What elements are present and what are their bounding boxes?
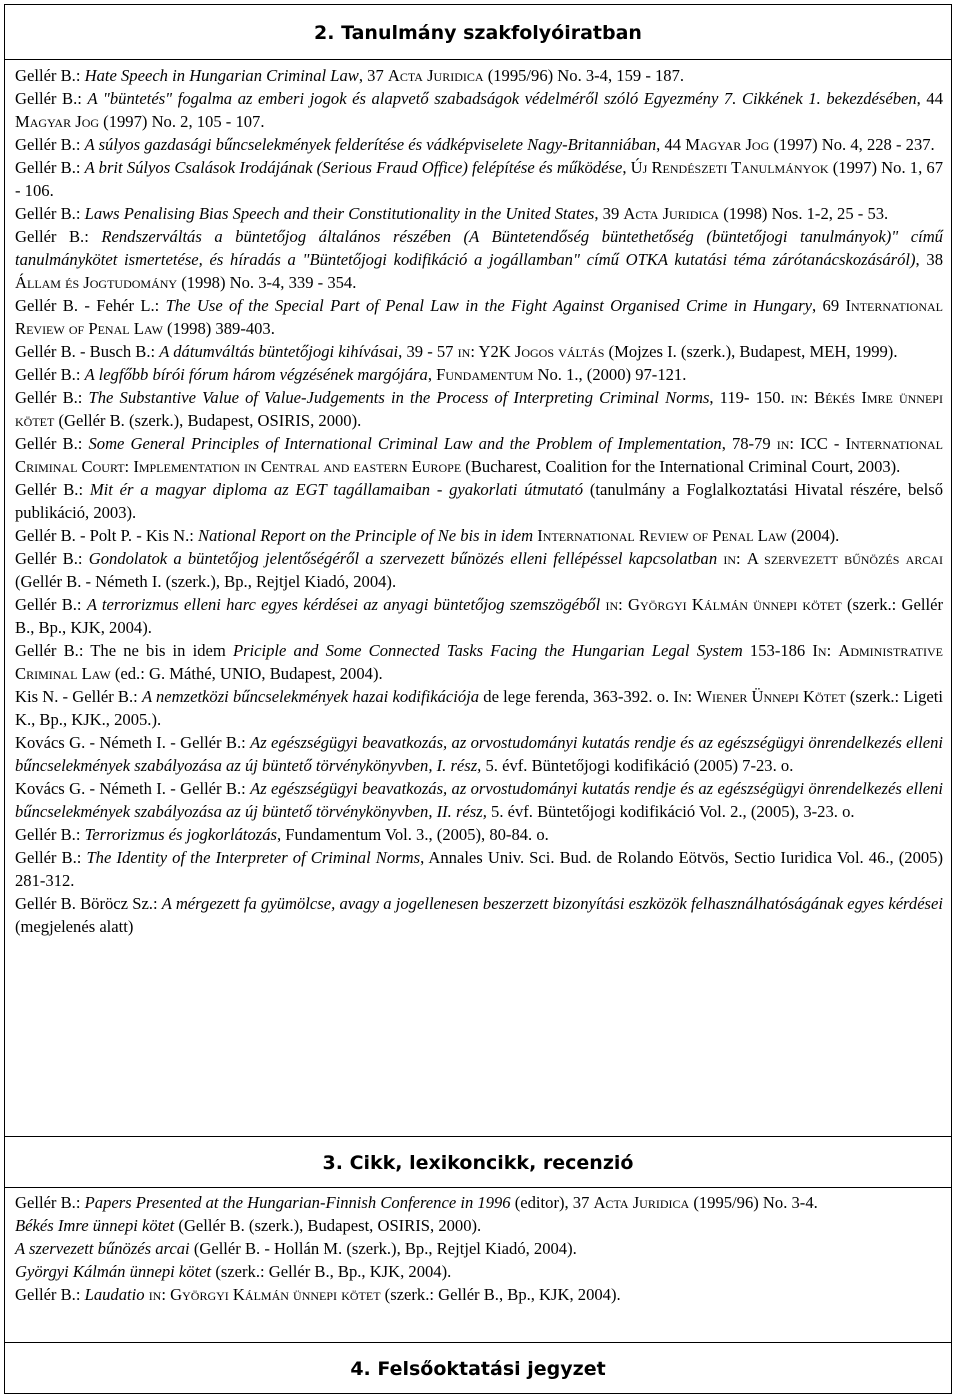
reference-text: Gellér B.: (15, 549, 89, 568)
reference-text: : (736, 549, 747, 568)
reference-title: A súlyos gazdasági bűncselekmények felderítése és vádképviselete Nagy-Britanniában (84, 135, 657, 154)
reference-entry (15, 524, 943, 547)
reference-text: (Gellér B. (szerk.), Budapest, OSIRIS, 2000). (54, 411, 362, 430)
reference-entry (15, 1237, 943, 1260)
reference-title: A mérgezett fa gyümölcse, avagy a jogellenesen beszerzett bizonyítási eszközök felhasználhatóságának egyes kérdései (161, 894, 943, 913)
reference-text: , 69 (812, 296, 846, 315)
reference-source: in (790, 388, 804, 407)
reference-source: Györgyi Kálmán ünnepi kötet (170, 1285, 381, 1304)
reference-text: (megjelenés alatt) (15, 917, 134, 936)
reference-text: Gellér B. - Fehér L.: (15, 296, 166, 315)
reference-text: Gellér B.: (15, 1285, 85, 1304)
reference-text: Gellér B. - Busch B.: (15, 342, 160, 361)
reference-text: Gellér B.: (15, 480, 90, 499)
reference-text: Kis N. - Gellér B.: (15, 687, 142, 706)
reference-title: Az egészségügyi beavatkozás, az orvostudományi kutatás rendje és az egészségügyi önrendelkezés elleni bűncselekmények szabályozása az új büntető törvénykönyvben, I. rész, (15, 733, 943, 775)
reference-text: Gellér B.: (15, 641, 91, 660)
reference-text: (1995/96) No. 3-4, 159 - 187. (483, 66, 685, 85)
reference-title: Laws Penalising Bias Speech and their Constitutionality in the United States (84, 204, 595, 223)
reference-title: A terrorizmus elleni harc egyes kérdései az anyagi büntetőjog szemszögéből (86, 595, 601, 614)
reference-source: in (605, 595, 619, 614)
reference-text: (editor), 37 (510, 1193, 594, 1212)
reference-text: : ICC - (789, 434, 846, 453)
reference-source: Magyar Jog (15, 112, 100, 131)
reference-title: A "büntetés" fogalma az emberi jogok és alapvető szabadságok védelméről szóló Egyezmény 7. Cikkének 1. bekezdésében (87, 89, 917, 108)
reference-text: (1997) No. 2, 105 - 107. (99, 112, 265, 131)
reference-text: Gellér B.: (15, 158, 85, 177)
reference-text: : (826, 641, 839, 660)
section-body-3 (4, 1188, 952, 1342)
reference-text: No. 1., (2000) 97-121. (533, 365, 687, 384)
reference-source: In (812, 641, 827, 660)
section-heading-4 (4, 1342, 952, 1394)
reference-text: (Gellér B. (szerk.), Budapest, OSIRIS, 2000). (174, 1216, 482, 1235)
reference-text: Gellér B. Böröcz Sz.: (15, 894, 162, 913)
reference-text: Gellér B. - Polt P. - Kis N.: (15, 526, 198, 545)
reference-entry (15, 202, 943, 225)
reference-entry (15, 892, 943, 938)
reference-entry (15, 685, 943, 731)
reference-source: Acta Juridica (387, 66, 484, 85)
reference-text: The (90, 641, 124, 660)
reference-text: : (161, 1285, 171, 1304)
reference-text: Gellér B.: (15, 89, 88, 108)
reference-title: A dátumváltás büntetőjogi kihívásai (159, 342, 399, 361)
reference-source: Új Rendészeti Tanulmányok (630, 158, 829, 177)
reference-entry (15, 294, 943, 340)
reference-text: Gellér B.: (15, 227, 102, 246)
reference-text: (1997) No. 1, 67 - 106. (15, 158, 943, 200)
reference-title: A nemzetközi bűncselekmények hazai kodifikációja (141, 687, 480, 706)
reference-text: Gellér B.: (15, 66, 85, 85)
reference-text: Kovács G. - Németh I. - Gellér B.: (15, 733, 251, 752)
reference-title: National Report on the Principle of Ne bis in idem (198, 526, 534, 545)
reference-title: The Use of the Special Part of Penal Law in the Fight Against Organised Crime in Hungary (165, 296, 813, 315)
reference-text: Gellér B.: (15, 848, 87, 867)
reference-text: (szerk.: Gellér B., Bp., KJK, 2004). (15, 595, 944, 637)
reference-text: (Gellér B. - Németh I. (szerk.), Bp., Rejtjel Kiadó, 2004). (15, 572, 397, 591)
reference-text: (1997) No. 4, 228 - 237. (769, 135, 935, 154)
reference-text: Gellér B.: (15, 365, 85, 384)
reference-source: A szervezett bűnözés arcai (746, 549, 943, 568)
reference-entry (15, 386, 943, 432)
reference-text: , 39 - 57 (398, 342, 458, 361)
reference-text: , 37 (358, 66, 388, 85)
reference-text: : (803, 388, 815, 407)
reference-text: , 38 (915, 250, 944, 269)
reference-text: Gellér B.: (15, 595, 87, 614)
reference-entry (15, 1214, 943, 1237)
reference-title: Györgyi Kálmán ünnepi kötet (15, 1262, 212, 1281)
reference-text: , (427, 365, 437, 384)
reference-entry (15, 846, 943, 892)
reference-entry (15, 363, 943, 386)
reference-entry (15, 547, 943, 593)
reference-title: Papers Presented at the Hungarian-Finnish Conference in 1996 (84, 1193, 511, 1212)
reference-text: de lege ferenda, 363-392. o. (479, 687, 674, 706)
reference-title: Békés Imre ünnepi kötet (15, 1216, 175, 1235)
reference-entry (15, 478, 943, 524)
reference-entry (15, 133, 943, 156)
reference-text: ne bis in idem (123, 641, 226, 660)
reference-text (226, 641, 233, 660)
reference-entry (15, 87, 943, 133)
reference-title: Terrorizmus és jogkorlátozás (84, 825, 277, 844)
reference-entry (15, 1283, 943, 1306)
reference-entry (15, 823, 943, 846)
reference-source: in (457, 342, 471, 361)
reference-source: International Review of Penal Law (537, 526, 787, 545)
reference-source: In (673, 687, 688, 706)
reference-entry (15, 340, 943, 363)
reference-text: (szerk.: Ligeti K., Bp., KJK., 2005.). (15, 687, 943, 729)
reference-text: Gellér B.: (15, 434, 89, 453)
reference-text: Gellér B.: (15, 825, 85, 844)
reference-text: 5. évf. Büntetőjogi kodifikáció (2005) 7-23. o. (481, 756, 794, 775)
reference-entry (15, 731, 943, 777)
reference-source: International Review of Penal Law (15, 296, 944, 338)
section-heading-text: 2. Tanulmány szakfolyóiratban (314, 22, 642, 44)
reference-text: , 39 (594, 204, 624, 223)
reference-text: (2004). (786, 526, 840, 545)
reference-title: A legfőbb bírói fórum három végzésének margójára (84, 365, 428, 384)
reference-source: Fundamentum (436, 365, 534, 384)
reference-source: in (723, 549, 737, 568)
reference-text: 5. évf. Büntetőjogi kodifikáció Vol. 2., (2005), 3-23. o. (486, 802, 855, 821)
reference-text: Gellér B.: (15, 388, 89, 407)
reference-text: (Mojzes I. (szerk.), Budapest, MEH, 1999). (604, 342, 898, 361)
reference-text: , 44 (916, 89, 944, 108)
reference-text: , 119- 150. (709, 388, 791, 407)
reference-title: Laudatio (84, 1285, 145, 1304)
reference-text: (Bucharest, Coalition for the International Criminal Court, 2003). (461, 457, 901, 476)
reference-text: , Fundamentum Vol. 3., (2005), 80-84. o. (277, 825, 549, 844)
reference-text: : Y2K (470, 342, 515, 361)
reference-title: The Identity of the Interpreter of Criminal Norms (86, 848, 421, 867)
reference-source: Állam és Jogtudomány (15, 273, 178, 292)
reference-text: , 78-79 (721, 434, 777, 453)
reference-entry (15, 593, 943, 639)
document-page (4, 4, 956, 1400)
reference-title: Some General Principles of International Criminal Law and the Problem of Implementation (88, 434, 722, 453)
reference-entry (15, 639, 943, 685)
reference-text: , 44 (656, 135, 686, 154)
reference-source: Békés Imre ünnepi kötet (15, 388, 943, 430)
section-heading-3 (4, 1136, 952, 1188)
reference-title: Rendszerváltás a büntetőjog általános részében (A Büntetendőség büntethetőség (büntetőjogi tanulmányok)" című tanulmánykötet ismertetése, és híradás a "Büntetőjogi kodifikáció a jogállamban" című OTKA kutatási téma zárótanácskozásáról) (15, 227, 943, 269)
reference-title: A szervezett bűnözés arcai (15, 1239, 190, 1258)
section-heading-text: 4. Felsőoktatási jegyzet (350, 1358, 606, 1380)
reference-text: , Annales Univ. Sci. Bud. de Rolando Eötvös, Sectio Iuridica Vol. 46., (2005) 281-312. (15, 848, 943, 890)
reference-source: Jogos váltás (514, 342, 605, 361)
reference-text: Gellér B.: (15, 1193, 85, 1212)
reference-text: (ed.: G. Máthé, UNIO, Budapest, 2004). (110, 664, 383, 683)
reference-title: The Substantive Value of Value-Judgements in the Process of Interpreting Criminal Norms (88, 388, 710, 407)
reference-title: A brit Súlyos Csalások Irodájának (Serious Fraud Office) felépítése és működése (84, 158, 623, 177)
reference-entry (15, 64, 943, 87)
reference-text: (1998) Nos. 1-2, 25 - 53. (719, 204, 889, 223)
reference-text: (szerk.: Gellér B., Bp., KJK, 2004). (380, 1285, 621, 1304)
reference-source: Györgyi Kálmán ünnepi kötet (628, 595, 842, 614)
section-body-2 (4, 60, 952, 1136)
reference-entry (15, 225, 943, 294)
reference-source: International Criminal Court: Implementation in Central and eastern Europe (15, 434, 943, 476)
reference-source: in (148, 1285, 162, 1304)
reference-text: (1998) 389-403. (162, 319, 275, 338)
reference-source: in (776, 434, 790, 453)
reference-text: (1998) No. 3-4, 339 - 354. (177, 273, 357, 292)
reference-entry (15, 432, 943, 478)
reference-entry (15, 777, 943, 823)
reference-text: (1995/96) No. 3-4. (689, 1193, 818, 1212)
reference-text: : (687, 687, 697, 706)
reference-title: Priciple and Some Connected Tasks Facing the Hungarian Legal System (232, 641, 743, 660)
reference-title: Az egészségügyi beavatkozás, az orvostudományi kutatás rendje és az egészségügyi önrendelkezés elleni bűncselekmények szabályozása az új büntető törvénykönyvben, II. rész, (15, 779, 943, 821)
reference-title: Hate Speech in Hungarian Criminal Law (84, 66, 359, 85)
section-heading-text: 3. Cikk, lexikoncikk, recenzió (322, 1152, 634, 1174)
section-heading-2 (4, 4, 952, 60)
reference-source: Acta Juridica (623, 204, 720, 223)
reference-text: Gellér B.: (15, 135, 85, 154)
reference-text: Gellér B.: (15, 204, 85, 223)
reference-entry (15, 156, 943, 202)
reference-text: : (618, 595, 629, 614)
reference-entry (15, 1191, 943, 1214)
reference-text: (Gellér B. - Hollán M. (szerk.), Bp., Rejtjel Kiadó, 2004). (189, 1239, 577, 1258)
reference-text: Kovács G. - Németh I. - Gellér B.: (15, 779, 251, 798)
reference-source: Acta Juridica (593, 1193, 690, 1212)
reference-title: Gondolatok a büntetőjog jelentőségéről a szervezett bűnözés elleni fellépéssel kapcsolatban (88, 549, 718, 568)
reference-source: Wiener Ünnepi Kötet (696, 687, 846, 706)
reference-text: (szerk.: Gellér B., Bp., KJK, 2004). (211, 1262, 452, 1281)
reference-text: , (622, 158, 631, 177)
reference-text: (tanulmány a Foglalkoztatási Hivatal részére, belső publikáció, 2003). (15, 480, 944, 522)
reference-entry (15, 1260, 943, 1283)
reference-title: Mit ér a magyar diploma az EGT tagállamaiban - gyakorlati útmutató (89, 480, 584, 499)
reference-source: Magyar Jog (685, 135, 770, 154)
reference-source: Administrative Criminal Law (15, 641, 944, 683)
reference-text: 153-186 (742, 641, 813, 660)
